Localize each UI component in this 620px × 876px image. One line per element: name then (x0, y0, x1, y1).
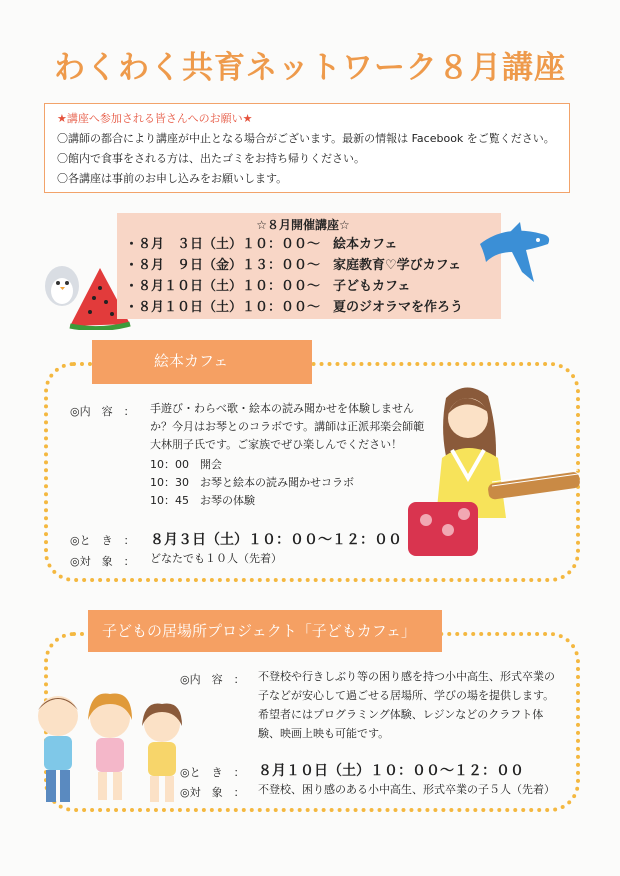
target-value: 不登校、困り感のある小中高生、形式卒業の子５人（先着） (258, 783, 555, 796)
target-value: どなたでも１０人（先着） (150, 552, 282, 565)
notice-line: 〇館内で食事をされる方は、出たゴミをお持ち帰りください。 (57, 152, 365, 165)
schedule-row: ・８月 ３日（土）１０：００～ 絵本カフェ (125, 237, 398, 252)
schedule-row: ・８月１０日（土）１０：００～ 子どもカフェ (125, 279, 411, 294)
notice-heading: ★講座へ参加される皆さんへのお願い★ (57, 112, 253, 125)
koto-player-illustration (402, 378, 590, 568)
schedule-box (117, 213, 501, 319)
schedule-title: ☆８月開催講座☆ (256, 218, 350, 232)
when-label: ◎と き ： (70, 534, 135, 547)
program-line: 10：45 お琴の体験 (150, 494, 255, 507)
when-value: ８月１０日（土）１０：００～１２：００ (258, 763, 524, 779)
program-line: 10：30 お琴と絵本の読み聞かせコラボ (150, 476, 354, 489)
page-title: わくわく共育ネットワーク８月講座 (54, 50, 566, 86)
target-label: ◎対 象 ： (70, 555, 135, 568)
dolphin-illustration (476, 222, 556, 294)
content-label: ◎内 容 ： (180, 673, 245, 686)
content-line: 希望者にはプログラミング体験、レジンなどのクラフト体 (258, 708, 544, 721)
when-value: ８月３日（土）１０：００～１２：００ (150, 532, 402, 548)
content-line: 不登校や行きしぶり等の困り感を持つ小中高生、形式卒業の (258, 670, 555, 683)
kodomo-cafe-tab: 子どもの居場所プロジェクト「子どもカフェ」 (88, 610, 442, 652)
content-line: か？今月はお琴とのコラボです。講師は正派邦楽会師範 (150, 420, 425, 433)
target-label: ◎対 象 ： (180, 786, 245, 799)
ehon-cafe-tab: 絵本カフェ (92, 340, 312, 384)
notice-line: 〇各講座は事前のお申し込みをお願いします。 (57, 172, 288, 185)
schedule-row: ・８月１０日（土）１０：００～ 夏のジオラマを作ろう (125, 300, 464, 315)
notice-line: 〇講師の都合により講座が中止となる場合がございます。最新の情報は Facebook をご覧ください。 (57, 132, 555, 145)
program-line: 10：00 開会 (150, 458, 222, 471)
content-line: 験、映画上映も可能です。 (258, 727, 390, 740)
when-label: ◎と き ： (180, 766, 245, 779)
content-line: 手遊び・わらべ歌・絵本の読み聞かせを体験しません (150, 402, 414, 415)
content-line: 大林朋子氏です。ご家族でぜひ楽しんでください！ (150, 438, 403, 451)
notice-box (44, 103, 570, 193)
content-label: ◎内 容 ： (70, 405, 135, 418)
schedule-row: ・８月 ９日（金）１３：００～ 家庭教育♡学びカフェ (125, 258, 462, 273)
content-line: 子などが安心して過ごせる居場所、学びの場を提供します。 (258, 689, 555, 702)
children-illustration (20, 680, 192, 810)
